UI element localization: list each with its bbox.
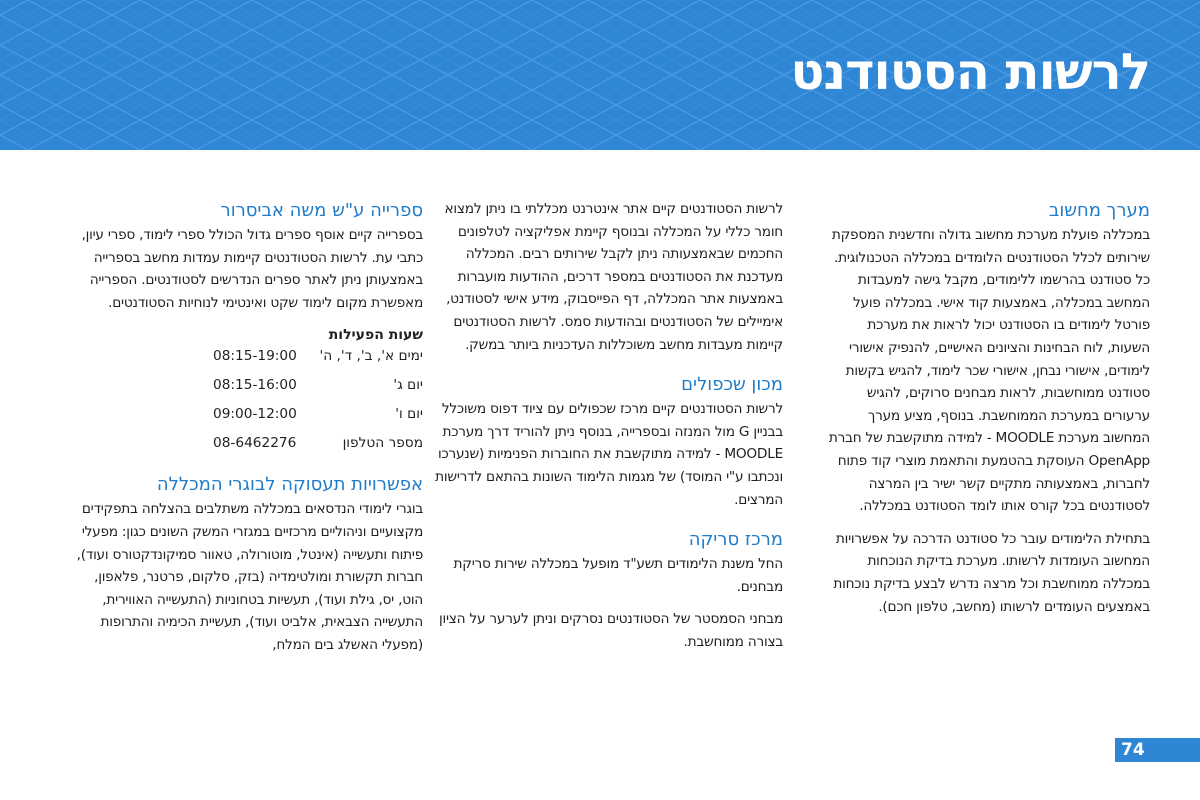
phone-label: מספר הטלפון	[342, 435, 423, 452]
table-row	[213, 435, 423, 464]
left-column	[67, 198, 423, 667]
library-paragraph: בספרייה קיים אוסף ספרים גדול הכולל ספרי לימוד, ספרי עיון, כתבי עת. לרשות הסטודנטים קיימות עמדות מחשב בספרייה באמצעותן ניתן לאתר ספרים הנדרשים לסטודנטים. הספרייה מאפשרת מקום לימוד שקט ואינטימי לנוחיות הסטודנטים.	[81, 227, 423, 311]
employment-heading: אפשרויות תעסוקה לבוגרי המכללה	[156, 474, 423, 496]
copy-center-heading: מכון שכפולים	[681, 374, 783, 396]
middle-column	[433, 198, 783, 664]
hours-value: 09:00-12:00	[213, 406, 297, 423]
website-intro-paragraph: לרשות הסטודנטים קיים אתר אינטרנט מכללתי בו ניתן למצוא חומר כללי על המכללה ובנוסף קיימת אפליקציה לטלפונים החכמים שבאמצעותה ניתן לקבל שירותים רבים. המכללה מעדכנת את הסטודנטים במספר דרכים, ההודעות מועברות באמצעות אתר המכללה, דף הפייסבוק, מידע אישי לסטודנט, אימיילים של הסטודנטים ובהודעות סמס. לרשות הסטודנטים קיימות מעבדות מחשב משוכללות העדכניות ביותר במשק.	[444, 201, 783, 353]
table-row	[213, 406, 423, 435]
right-column	[822, 198, 1150, 628]
library-heading: ספרייה ע"ש משה אביסרור	[220, 200, 423, 221]
hours-label: יום ג'	[393, 377, 423, 394]
opening-hours-title: שעות הפעילות	[328, 327, 423, 344]
phone-value: 08-6462276	[213, 435, 297, 452]
opening-hours-table	[213, 348, 423, 464]
page-banner	[0, 0, 1200, 150]
computer-system-heading: מערך מחשוב	[1048, 200, 1150, 221]
scan-center-heading: מרכז סריקה	[688, 529, 783, 551]
employment-paragraph: בוגרי לימודי הנדסאים במכללה משתלבים בהצלחה בתפקידים מקצועיים וניהוליים מרכזיים במגזרי המשק השונים כגון: מפעלי פיתוח ותעשייה (אינטל, מוטורולה, טאוור סמיקונדקטורס ועוד), חברות תקשורת ומולטימדיה (בזק, סלקום, פרטנר, פלאפון, הוט, יס, גילת ועוד), תעשיות בטחוניות (התעשייה האווירית, התעשייה הצבאית, אלביט ועוד), תעשיית הכימיה והתרופות (מפעלי האשלג בים המלח,	[76, 501, 423, 653]
hours-value: 08:15-19:00	[213, 348, 297, 365]
scan-center-paragraph-1: החל משנת הלימודים תשע"ד מופעל במכללה שירות סריקת מבחנים.	[453, 556, 783, 595]
page-number: 74	[1115, 738, 1200, 762]
computer-system-paragraph-1: במכללה פועלת מערכת מחשוב גדולה וחדשנית המספקת שירותים לכלל הסטודנטים הלומדים במכללה הטכנולוגית. כל סטודנט בהרשמו ללימודים, מקבל גישה למעבדות המחשב במכללה, באמצעות קוד אישי. במכללה פועל פורטל לימודים בו הסטודנט יכול לראות את מערכת השעות, לוח הבחינות והציונים האישיים, להנפיק אישורי לימודים, אישורי נבחן, אישורי שכר לימוד, להגיש בקשות סטודנט ממוחשבות, לראות מבחנים סרוקים, להגיש ערעורים במערכת הממוחשבת. בנוסף, מציע מערך המחשוב מערכת MOODLE - למידה מתוקשבת של חברת OpenApp העוסקת בהטמעת והתאמת מוצרי קוד פתוח לחברות, באמצעותה מתקיים קשר ישיר בין המרצה לסטודנטים בכל קורס אותו לומד הסטודנט במכללה.	[828, 227, 1150, 515]
scan-center-paragraph-2: מבחני הסמסטר של הסטודנטים נסרקים וניתן לערער על הציון בצורה ממוחשבת.	[439, 611, 783, 650]
table-row	[213, 348, 423, 377]
hours-label: ימים א', ב', ד', ה'	[319, 348, 423, 365]
hours-label: יום ו'	[395, 406, 423, 423]
copy-center-paragraph: לרשות הסטודנטים קיים מרכז שכפולים עם ציוד דפוס משוכלל בבניין G מול המנזה ובספרייה, בנוסף ניתן להוריד דרך מערכת MOODLE - למידה מתוקשבת את החוברות הפנימיות (שנערכו ונכתבו ע"י המוסד) של מגמות הלימוד השונות בהתאם לדרישות המרצים.	[435, 401, 783, 508]
computer-system-paragraph-2: בתחילת הלימודים עובר כל סטודנט הדרכה על אפשרויות המחשוב העומדות לרשותו. מערכת בדיקת הנוכחות במכללה ממוחשבת וכל מרצה נדרש לבצע בדיקת נוכחות באמצעים העומדים לרשותו (מחשב, טלפון חכם).	[833, 530, 1150, 615]
table-row	[213, 377, 423, 406]
hours-value: 08:15-16:00	[213, 377, 297, 394]
page-title: לרשות הסטודנט	[790, 43, 1150, 101]
